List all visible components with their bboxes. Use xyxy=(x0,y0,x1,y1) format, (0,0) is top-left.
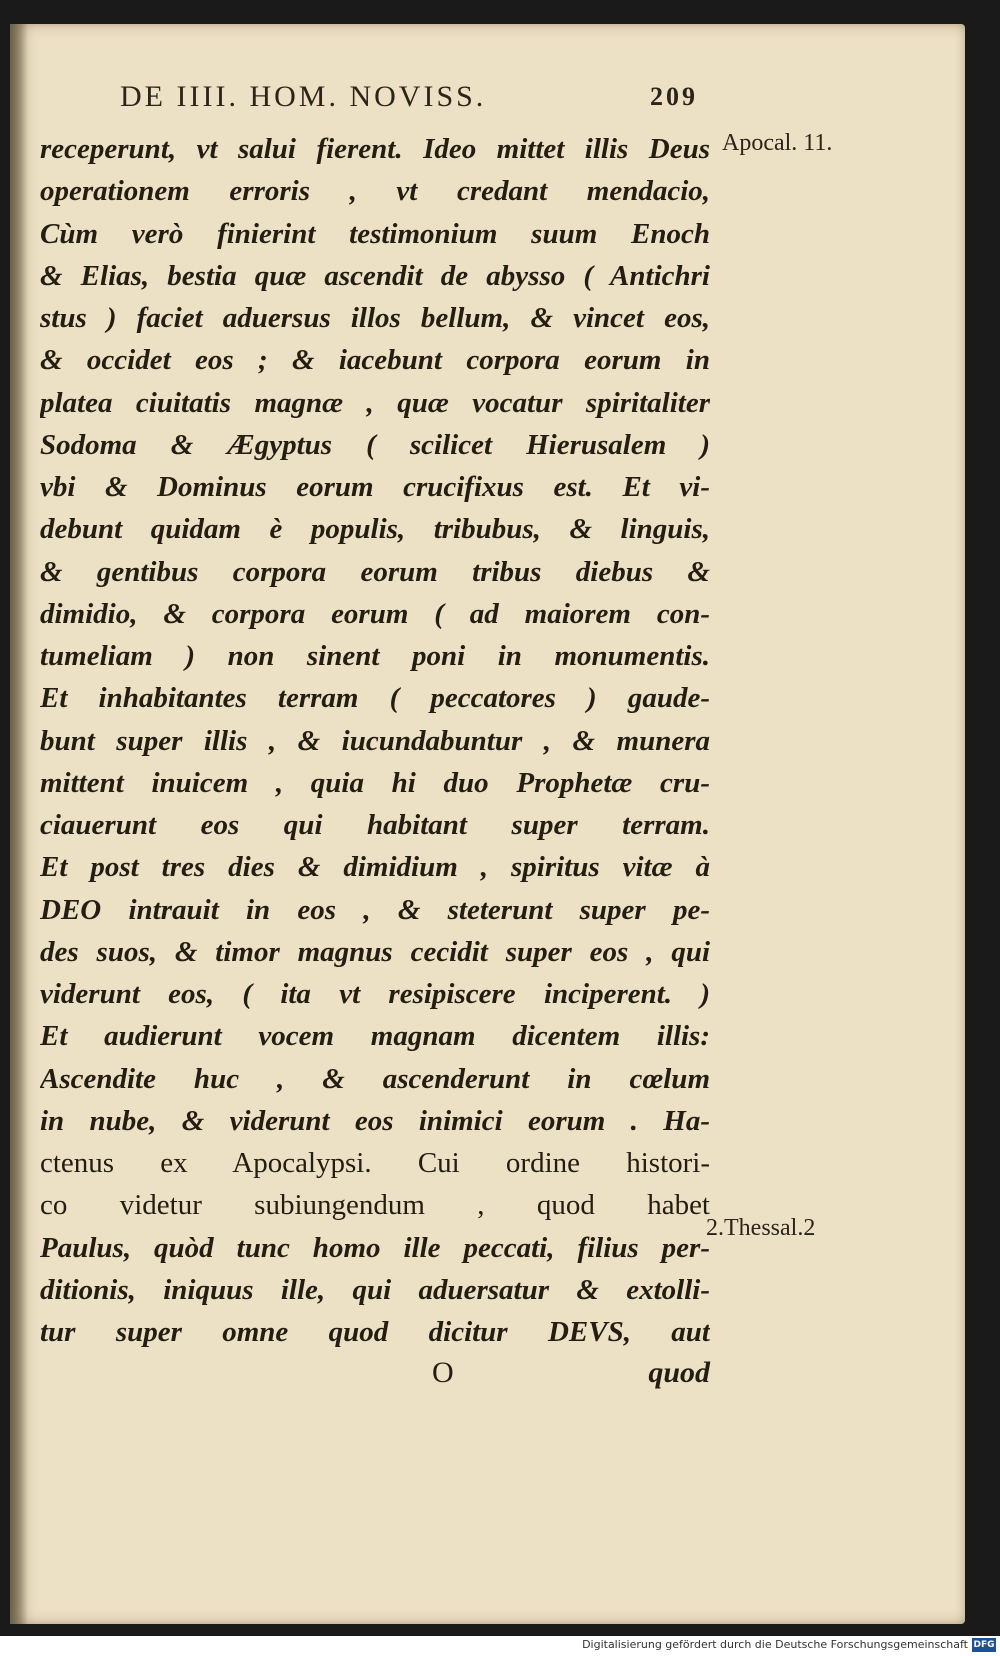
text-line: Et inhabitantes terram ( peccatores ) gaude- xyxy=(40,682,710,715)
text-line: Cùm verò finierint testimonium suum Enoch xyxy=(40,217,710,250)
margin-note-apocalypse: Apocal. 11. xyxy=(722,130,833,156)
text-line: bunt super illis , & iucundabuntur , & munera xyxy=(40,724,710,757)
text-line: Et audierunt vocem magnam dicentem illis: xyxy=(40,1020,710,1053)
text-line: Et post tres dies & dimidium , spiritus vitæ à xyxy=(40,851,710,884)
text-line: & gentibus corpora eorum tribus diebus & xyxy=(40,555,710,588)
digitization-footer xyxy=(0,1636,1000,1656)
signature-mark: O xyxy=(432,1356,454,1389)
catchword: quod xyxy=(648,1356,710,1389)
text-line: mittent inuicem , quia hi duo Prophetæ cru- xyxy=(40,766,710,799)
main-text-block xyxy=(40,128,710,1353)
text-line: stus ) faciet aduersus illos bellum, & vincet eos, xyxy=(40,302,710,334)
text-line: co videtur subiungendum , quod habet xyxy=(40,1189,710,1222)
dfg-logo: DFG xyxy=(973,1640,995,1650)
text-line: DEO intrauit in eos , & steterunt super pe- xyxy=(40,893,710,926)
text-line: des suos, & timor magnus cecidit super eos , qui xyxy=(40,935,710,968)
text-line: tumeliam ) non sinent poni in monumentis. xyxy=(40,640,710,672)
text-line: ditionis, iniquus ille, qui aduersatur & extolli- xyxy=(40,1273,710,1306)
text-line: & occidet eos ; & iacebunt corpora eorum in xyxy=(40,344,710,377)
margin-note-thessalonians: 2.Thessal.2 xyxy=(706,1215,816,1241)
text-line: receperunt, vt salui fierent. Ideo mittet illis Deus xyxy=(40,133,710,165)
page-foot xyxy=(40,1356,710,1396)
text-line: & Elias, bestia quæ ascendit de abysso ( Antichri xyxy=(40,259,710,292)
running-title: DE IIII. HOM. NOVISS. xyxy=(120,80,487,113)
page-gutter-shadow xyxy=(10,24,28,1624)
page-number: 209 xyxy=(650,82,698,111)
text-line: ciauerunt eos qui habitant super terram. xyxy=(40,809,710,841)
text-line: debunt quidam è populis, tribubus, & linguis, xyxy=(40,513,710,546)
text-line: tur super omne quod dicitur DEVS, aut xyxy=(40,1316,710,1348)
text-line: Paulus, quòd tunc homo ille peccati, filius per- xyxy=(40,1231,710,1264)
text-line: vbi & Dominus eorum crucifixus est. Et vi- xyxy=(40,471,710,503)
text-line: Ascendite huc , & ascenderunt in cœlum xyxy=(40,1062,710,1095)
funding-credit: Digitalisierung gefördert durch die Deutsche Forschungsgemeinschaft xyxy=(582,1638,968,1651)
text-line: Sodoma & Ægyptus ( scilicet Hierusalem ) xyxy=(40,428,710,461)
text-line: viderunt eos, ( ita vt resipiscere inciperent. ) xyxy=(40,978,710,1010)
text-line: platea ciuitatis magnæ , quæ vocatur spiritaliter xyxy=(40,386,710,419)
text-line: dimidio, & corpora eorum ( ad maiorem con- xyxy=(40,597,710,630)
text-line: in nube, & viderunt eos inimici eorum . Ha- xyxy=(40,1104,710,1137)
text-line: ctenus ex Apocalypsi. Cui ordine histori- xyxy=(40,1147,710,1179)
text-line: operationem erroris , vt credant mendacio, xyxy=(40,175,710,208)
